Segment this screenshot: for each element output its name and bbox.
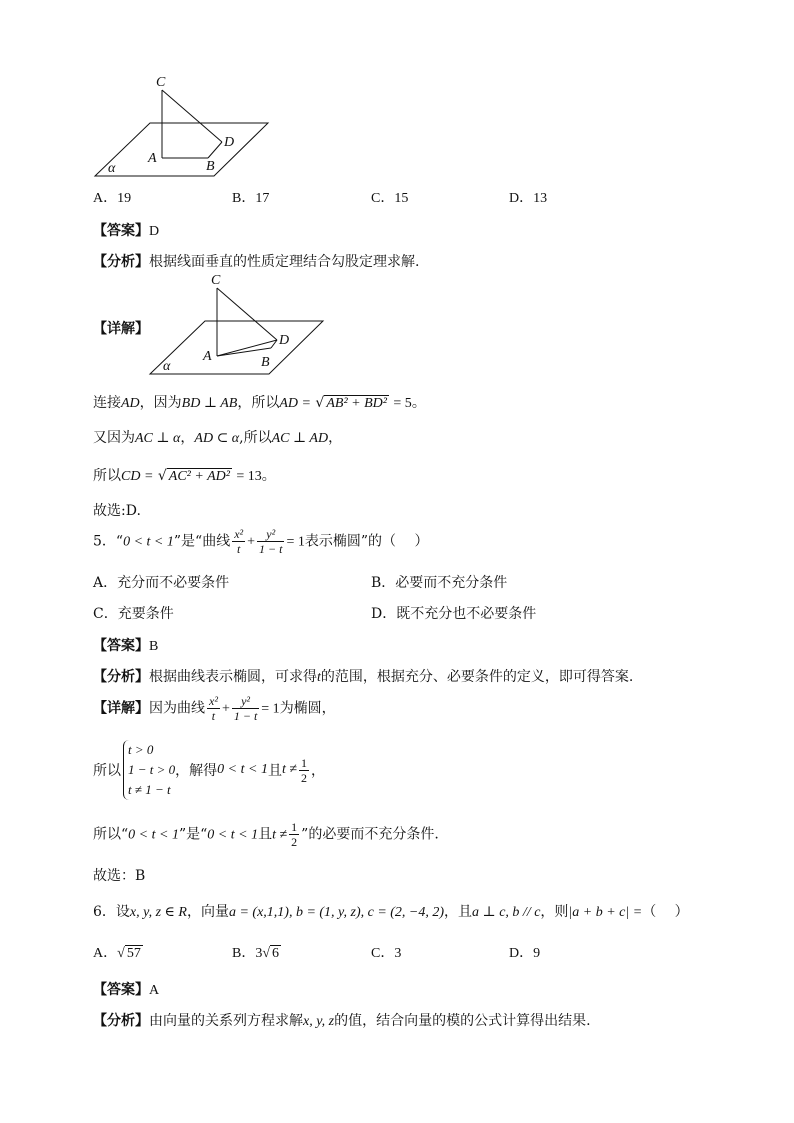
label-d: D [279,333,290,348]
label-c: C [211,273,221,288]
label-alpha: α [108,161,116,176]
q4-detail-line2: 又因为AC ⊥ α，AD ⊂ α,所以AC ⊥ AD， [93,430,343,446]
label-alpha: α [163,359,171,374]
q5-stem: 5．“0 < t < 1”是“曲线 $\frac{\text{x²}}{t}$ + $\frac{\text{y²}}{1 - t}$ = 1表示椭圆”的（ ） [93,527,429,556]
q6-analysis: 【分析】由向量的关系列方程求解x, y, z的值，结合向量的模的公式计算得出结果. [93,1013,591,1029]
q6-answer: 【答案】A [93,982,160,998]
label-a: A [203,349,212,364]
q4-detail-line1: 连接AD，因为BD ⊥ AB，所以AD = √ AB² + BD² = 5。 [93,395,426,411]
q6-option-a: A．√ 57 [93,946,141,961]
q6-stem: 6．设x, y, z ∈ R，向量a = (x,1,1), b = (1, y, z), c = (2, −4, 2)，且a ⊥ c, b // c，则|a + b + c| =（ ） [93,904,689,920]
q4-detail-label: 【详解】 [93,321,149,337]
q5-detail-line3: 所以“0 < t < 1”是“0 < t < 1且t ≠ $\frac{1}{2}$ ”的必要而不充分条件. [93,820,439,849]
q4-conclusion: 故选:D. [93,503,141,519]
q4-option-d: D．13 [509,191,548,206]
q6-option-b: B．3√ 6 [232,946,280,961]
label-a: A [148,151,157,166]
q4-option-c: C．15 [371,191,409,206]
figure-plane-1 [90,70,275,180]
q4-analysis: 【分析】根据线面垂直的性质定理结合勾股定理求解. [93,254,420,270]
label-b: B [206,159,215,174]
label-b: B [261,355,270,370]
equation-system: t > 0 1 − t > 0 t ≠ 1 − t [123,740,175,800]
q4-option-a: A．19 [93,191,132,206]
q4-detail-line3: 所以CD = √ AC² + AD² = 13。 [93,468,276,484]
figure-plane-2 [145,268,330,378]
label-d: D [224,135,235,150]
q5-option-d: D．既不充分也不必要条件 [371,606,537,622]
q6-option-d: D．9 [509,946,541,961]
q6-option-c: C．3 [371,946,402,961]
q5-option-b: B．必要而不充分条件 [371,575,508,591]
q5-detail-line1: 【详解】因为曲线 $\frac{\text{x²}}{t}$ + $\frac{\text{y²}}{1 - t}$ = 1为椭圆， [93,694,336,723]
q5-conclusion: 故选：B [93,868,146,884]
q5-analysis: 【分析】根据曲线表示椭圆，可求得t的范围，根据充分、必要条件的定义，即可得答案. [93,669,634,685]
q5-detail-system: 所以 t > 0 1 − t > 0 t ≠ 1 − t ，解得0 < t < 1且t ≠ $\frac{1}{2}$ ， [93,740,325,800]
label-c: C [156,75,166,90]
q4-option-b: B．17 [232,191,270,206]
q5-option-a: A．充分而不必要条件 [93,575,230,591]
q4-answer: 【答案】D [93,223,160,239]
q5-answer: 【答案】B [93,638,159,654]
q5-option-c: C．充要条件 [93,606,174,622]
